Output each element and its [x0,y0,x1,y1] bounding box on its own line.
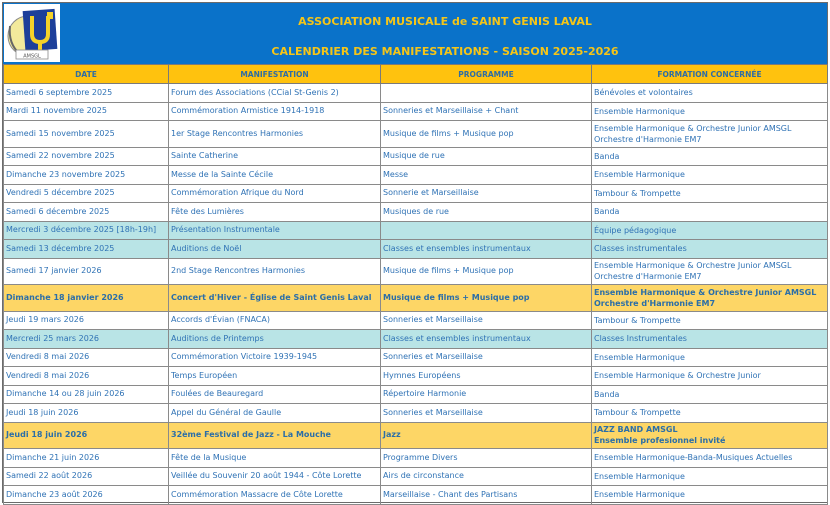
cell-programme: Sonneries et Marseillaise [381,348,592,367]
cell-formation [592,203,828,222]
cell-formation [592,285,828,312]
cell-manifestation: 1er Stage Rencontres Harmonies [169,121,381,148]
cell-formation [592,385,828,404]
cell-formation [592,240,828,259]
column-header-date: DATE [4,65,169,84]
formation-line: Ensemble Harmonique-Banda-Musiques Actuelles [594,453,793,463]
cell-programme: Musique de rue [381,147,592,166]
table-row [4,184,828,203]
cell-programme: Sonneries et Marseillaise [381,404,592,423]
cell-formation [592,147,828,166]
table-row [4,486,828,505]
cell-date: Vendredi 8 mai 2026 [4,348,169,367]
formation-line: Tambour & Trompette [594,408,681,418]
cell-programme: Classes et ensembles instrumentaux [381,240,592,259]
cell-date: Vendredi 5 décembre 2025 [4,184,169,203]
cell-date: Jeudi 19 mars 2026 [4,311,169,330]
table-row [4,84,828,103]
cell-date: Samedi 17 janvier 2026 [4,258,169,285]
calendar-title: CALENDRIER DES MANIFESTATIONS - SAISON 2025-2026 [271,45,619,58]
cell-manifestation: Auditions de Noël [169,240,381,259]
cell-formation [592,121,828,148]
cell-manifestation: Accords d'Évian (FNACA) [169,311,381,330]
cell-programme: Hymnes Européens [381,367,592,386]
cell-date: Jeudi 18 juin 2026 [4,422,169,449]
cell-programme: Répertoire Harmonie [381,385,592,404]
cell-manifestation: Concert d'Hiver - Église de Saint Genis Laval [169,285,381,312]
table-row [4,285,828,312]
cell-formation [592,102,828,121]
table-row [4,221,828,240]
cell-date: Samedi 13 décembre 2025 [4,240,169,259]
formation-line: Bénévoles et volontaires [594,88,693,98]
table-row [4,258,828,285]
table-row [4,203,828,222]
formation-line: Tambour & Trompette [594,315,681,325]
cell-date: Samedi 15 novembre 2025 [4,121,169,148]
title-banner [3,3,827,64]
amsgl-logo [4,4,60,62]
cell-date: Dimanche 23 novembre 2025 [4,166,169,185]
cell-date: Dimanche 21 juin 2026 [4,449,169,468]
formation-line: Classes Instrumentales [594,334,687,344]
column-header-formation: FORMATION CONCERNÉE [592,65,828,84]
table-row [4,348,828,367]
cell-formation [592,184,828,203]
formation-line: Équipe pédagogique [594,225,677,235]
cell-programme: Musique de films + Musique pop [381,258,592,285]
cell-date: Mercredi 25 mars 2026 [4,330,169,349]
cell-programme: Programme Divers [381,449,592,468]
cell-formation [592,404,828,423]
cell-formation [592,348,828,367]
cell-formation [592,84,828,103]
cell-programme: Jazz [381,422,592,449]
cell-manifestation: 32ème Festival de Jazz - La Mouche [169,422,381,449]
cell-date: Vendredi 8 mai 2026 [4,367,169,386]
cell-manifestation: Temps Européen [169,367,381,386]
cell-manifestation: Sainte Catherine [169,147,381,166]
formation-line: Ensemble Harmonique & Orchestre Junior AMSGL [594,123,792,133]
tuning-fork-logo-icon [4,4,60,62]
formation-line: Ensemble Harmonique & Orchestre Junior [594,371,761,381]
table-row [4,367,828,386]
calendar-sheet [2,2,828,503]
cell-formation [592,367,828,386]
cell-manifestation: Foulées de Beauregard [169,385,381,404]
formation-line: Ensemble profesionnel invité [594,436,726,446]
formation-line: Ensemble Harmonique [594,352,685,362]
cell-programme: Marseillaise - Chant des Partisans [381,486,592,505]
cell-date: Samedi 22 août 2026 [4,467,169,486]
cell-formation [592,422,828,449]
cell-programme: Musique de films + Musique pop [381,121,592,148]
cell-manifestation: Fête des Lumières [169,203,381,222]
cell-manifestation: Appel du Général de Gaulle [169,404,381,423]
table-row [4,449,828,468]
table-row [4,147,828,166]
formation-line: Ensemble Harmonique & Orchestre Junior AMSGL [594,261,792,271]
cell-programme: Musiques de rue [381,203,592,222]
cell-formation [592,486,828,505]
formation-line: JAZZ BAND AMSGL [594,425,678,435]
cell-date: Samedi 22 novembre 2025 [4,147,169,166]
formation-line: Ensemble Harmonique [594,490,685,500]
cell-date: Samedi 6 décembre 2025 [4,203,169,222]
cell-formation [592,311,828,330]
cell-manifestation: Commémoration Armistice 1914-1918 [169,102,381,121]
cell-programme: Sonneries et Marseillaise [381,311,592,330]
table-row [4,422,828,449]
cell-manifestation: Commémoration Massacre de Côte Lorette [169,486,381,505]
cell-formation [592,330,828,349]
formation-line: Banda [594,151,620,161]
cell-manifestation: Commémoration Victoire 1939-1945 [169,348,381,367]
formation-line: Ensemble Harmonique [594,170,685,180]
cell-formation [592,449,828,468]
cell-manifestation: Présentation Instrumentale [169,221,381,240]
table-row [4,330,828,349]
cell-formation [592,467,828,486]
table-row [4,311,828,330]
cell-date: Samedi 6 septembre 2025 [4,84,169,103]
cell-programme: Messe [381,166,592,185]
cell-manifestation: 2nd Stage Rencontres Harmonies [169,258,381,285]
cell-manifestation: Veillée du Souvenir 20 août 1944 - Côte Lorette [169,467,381,486]
cell-formation [592,166,828,185]
table-row [4,467,828,486]
table-row [4,166,828,185]
column-header-programme: PROGRAMME [381,65,592,84]
formation-line: Orchestre d'Harmonie EM7 [594,134,702,144]
cell-programme: Musique de films + Musique pop [381,285,592,312]
cell-date: Dimanche 14 ou 28 juin 2026 [4,385,169,404]
events-table [3,64,828,505]
column-header-row [4,65,828,84]
cell-programme: Sonnerie et Marseillaise [381,184,592,203]
cell-date: Jeudi 18 juin 2026 [4,404,169,423]
formation-line: Orchestre d'Harmonie EM7 [594,272,702,282]
cell-manifestation: Forum des Associations (CCial St-Genis 2) [169,84,381,103]
formation-line: Ensemble Harmonique [594,471,685,481]
column-header-manifestation: MANIFESTATION [169,65,381,84]
table-row [4,385,828,404]
org-title: ASSOCIATION MUSICALE de SAINT GENIS LAVAL [298,15,592,28]
formation-line: Tambour & Trompette [594,188,681,198]
cell-formation [592,221,828,240]
formation-line: Banda [594,389,620,399]
table-row [4,121,828,148]
formation-line: Ensemble Harmonique [594,106,685,116]
cell-formation [592,258,828,285]
cell-date: Dimanche 18 janvier 2026 [4,285,169,312]
formation-line: Orchestre d'Harmonie EM7 [594,298,716,308]
cell-programme: Classes et ensembles instrumentaux [381,330,592,349]
cell-programme [381,221,592,240]
cell-manifestation: Messe de la Sainte Cécile [169,166,381,185]
table-row [4,240,828,259]
cell-manifestation: Commémoration Afrique du Nord [169,184,381,203]
table-row [4,102,828,121]
cell-manifestation: Fête de la Musique [169,449,381,468]
cell-manifestation: Auditions de Printemps [169,330,381,349]
svg-text:AMSGL: AMSGL [23,53,41,60]
cell-date: Mardi 11 novembre 2025 [4,102,169,121]
table-row [4,404,828,423]
cell-programme: Sonneries et Marseillaise + Chant [381,102,592,121]
formation-line: Classes instrumentales [594,244,687,254]
formation-line: Ensemble Harmonique & Orchestre Junior AMSGL [594,287,817,297]
cell-date: Dimanche 23 août 2026 [4,486,169,505]
cell-programme [381,84,592,103]
cell-date: Mercredi 3 décembre 2025 [18h-19h] [4,221,169,240]
formation-line: Banda [594,207,620,217]
cell-programme: Airs de circonstance [381,467,592,486]
